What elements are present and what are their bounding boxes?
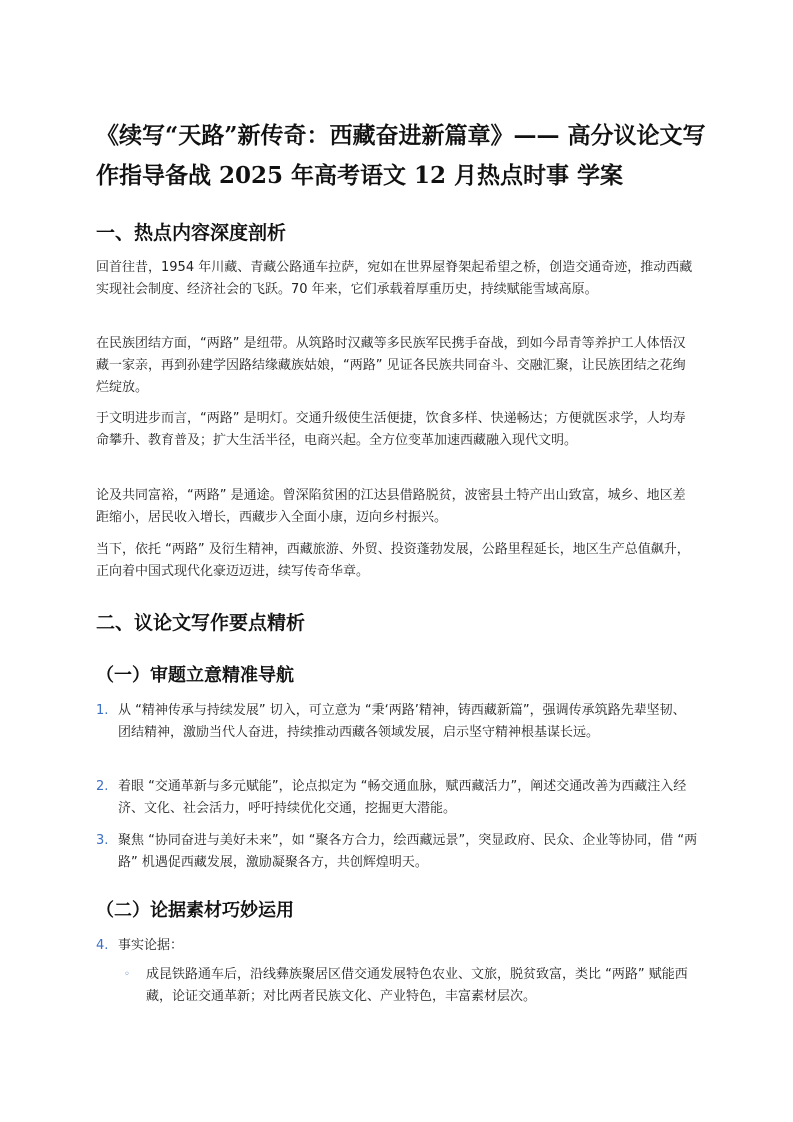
paragraph: 当下，依托 “两路” 及衍生精神，西藏旅游、外贸、投资蓬勃发展，公路里程延长，地区生产总值飙升，正向着中国式现代化豪迈迈进，续写传奇华章。 bbox=[96, 542, 690, 579]
section-heading-2: 二、议论文写作要点精析 bbox=[96, 612, 306, 634]
paragraph: 论及共同富裕，“两路” 是通途。曾深陷贫困的江达县借路脱贫，波密县土特产出山致富，城乡、地区差距缩小，居民收入增长，西藏步入全面小康，迈向乡村振兴。 bbox=[96, 488, 686, 525]
bullet-icon: ◦ bbox=[124, 969, 130, 980]
list-item-text: 着眼 “交通革新与多元赋能”，论点拟定为 “畅交通血脉，赋西藏活力”，阐述交通改善为西藏注入经济、文化、社会活力，呼吁持续优化交通，挖掘更大潜能。 bbox=[118, 779, 687, 816]
sub-list-item bbox=[124, 964, 691, 1008]
list-number: 3. bbox=[96, 833, 109, 848]
list-item-text: 聚焦 “协同奋进与美好未来”，如 “聚各方合力，绘西藏远景”，突显政府、民众、企业等协同，借 “两路” 机遇促西藏发展，激励凝聚各方，共创辉煌明天。 bbox=[118, 833, 698, 870]
list-item-text: 事实论据： bbox=[118, 938, 184, 953]
list-number: 2. bbox=[96, 779, 109, 794]
list-item bbox=[96, 830, 698, 874]
paragraph: 在民族团结方面，“两路” 是纽带。从筑路时汉藏等多民族军民携手奋战，到如今昂青等养护工人体悟汉藏一家亲，再到孙建学因路结缘藏族姑娘，“两路” 见证各民族共同奋斗、交融汇聚，让民族团结之花绚烂绽放。 bbox=[96, 336, 686, 395]
list-item-text: 从 “精神传承与持续发展” 切入，可立意为 “秉‘两路’精神，铸西藏新篇”，强调传承筑路先辈坚韧、团结精神，激励当代人奋进，持续推动西藏各领域发展，启示坚守精神根基谋长远。 bbox=[118, 703, 686, 740]
list-number: 1. bbox=[96, 703, 109, 718]
list-item bbox=[96, 700, 698, 744]
list-item bbox=[96, 935, 698, 957]
paragraph: 回首往昔，1954 年川藏、青藏公路通车拉萨，宛如在世界屋脊架起希望之桥，创造交通奇迹，推动西藏实现社会制度、经济社会的飞跃。70 年来，它们承载着厚重历史，持续赋能雪域高原。 bbox=[96, 260, 693, 297]
document-title: 《续写“天路”新传奇：西藏奋进新篇章》—— 高分议论文写作指导备战 2025 年高考语文 12 月热点时事 学案 bbox=[96, 122, 706, 189]
section-heading-1: 一、热点内容深度剖析 bbox=[96, 222, 287, 244]
subsection-heading-1: （一）审题立意精准导航 bbox=[96, 665, 294, 686]
list-item bbox=[96, 776, 698, 820]
sub-list-item-text: 成昆铁路通车后，沿线彝族聚居区借交通发展特色农业、文旅，脱贫致富，类比 “两路” 赋能西藏，论证交通革新；对比两者民族文化、产业特色，丰富素材层次。 bbox=[146, 967, 688, 1004]
paragraph: 于文明进步而言，“两路” 是明灯。交通升级使生活便捷，饮食多样、快递畅达；方便就医求学，人均寿命攀升、教育普及；扩大生活半径，电商兴起。全方位变革加速西藏融入现代文明。 bbox=[96, 411, 686, 448]
list-number: 4. bbox=[96, 938, 109, 953]
subsection-heading-2: （二）论据素材巧妙运用 bbox=[96, 900, 294, 921]
